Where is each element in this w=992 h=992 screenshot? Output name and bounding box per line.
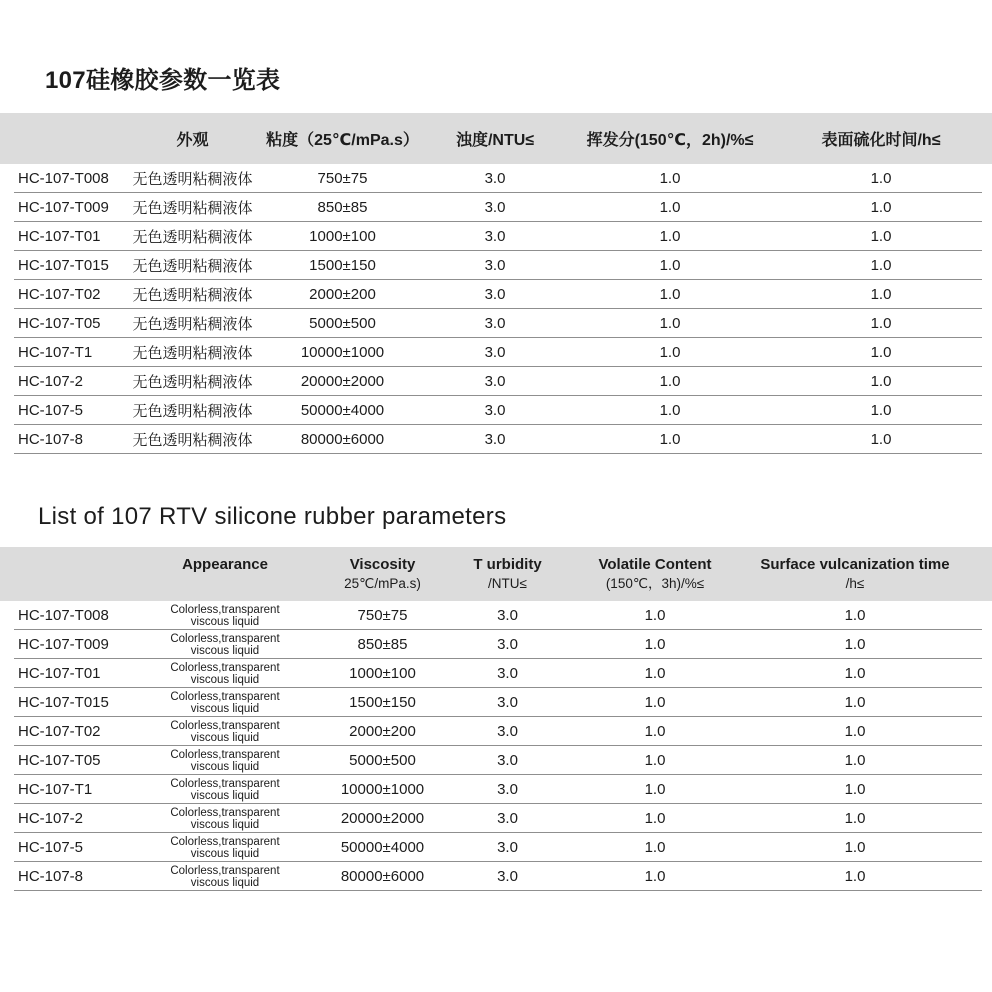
appearance-line-1: Colorless,transparent xyxy=(170,835,280,848)
turbidity-cell: 3.0 xyxy=(484,315,506,332)
surface-time-cell: 1.0 xyxy=(844,636,866,653)
viscosity-cell: 2000±200 xyxy=(309,286,376,303)
volatile-cell: 1.0 xyxy=(659,257,681,274)
table-row xyxy=(0,630,992,659)
surface-time-cell: 1.0 xyxy=(844,868,866,885)
table-row xyxy=(0,193,992,222)
appearance-line-1: Colorless,transparent xyxy=(170,690,280,703)
table-row xyxy=(0,396,992,425)
col-header-volatile-cn: 挥发分(150℃，2h)/%≤ xyxy=(586,132,754,149)
table-row xyxy=(0,804,992,833)
col-header-surface-time-cn: 表面硫化时间/h≤ xyxy=(821,132,941,149)
volatile-cell: 1.0 xyxy=(644,665,666,682)
col-header-viscosity-en xyxy=(300,547,465,601)
appearance-cell: 无色透明粘稠液体 xyxy=(132,258,253,275)
model-cell: HC-107-T1 xyxy=(18,781,93,798)
appearance-cell xyxy=(150,720,300,744)
model-cell: HC-107-T015 xyxy=(18,694,109,711)
page-title-en: List of 107 RTV silicone rubber parameters xyxy=(38,503,507,530)
model-cell: HC-107-T015 xyxy=(18,257,109,274)
appearance-cell xyxy=(150,807,300,831)
turbidity-cell: 3.0 xyxy=(497,665,518,682)
table-row xyxy=(0,164,992,193)
viscosity-cell: 750±75 xyxy=(357,607,408,624)
turbidity-cell: 3.0 xyxy=(497,752,518,769)
appearance-line-2: viscous liquid xyxy=(190,673,260,686)
appearance-cell xyxy=(150,633,300,657)
surface-time-cell: 1.0 xyxy=(844,839,866,856)
model-cell: HC-107-T1 xyxy=(18,344,93,361)
table-row xyxy=(0,601,992,630)
appearance-line-2: viscous liquid xyxy=(190,615,260,628)
col-header-viscosity-sub: 25℃/mPa.s) xyxy=(344,576,421,591)
appearance-line-2: viscous liquid xyxy=(190,847,260,860)
appearance-cell: 无色透明粘稠液体 xyxy=(132,374,253,391)
col-header-appearance-main: Appearance xyxy=(182,556,268,573)
appearance-cell: 无色透明粘稠液体 xyxy=(132,229,253,246)
col-header-volatile-sub: (150℃，3h)/%≤ xyxy=(605,576,705,591)
turbidity-cell: 3.0 xyxy=(484,402,506,419)
appearance-cell xyxy=(150,865,300,889)
turbidity-cell: 3.0 xyxy=(484,170,506,187)
appearance-cell: 无色透明粘稠液体 xyxy=(132,287,253,304)
surface-time-cell: 1.0 xyxy=(870,170,892,187)
volatile-cell: 1.0 xyxy=(659,286,681,303)
appearance-cell: 无色透明粘稠液体 xyxy=(132,171,253,188)
volatile-cell: 1.0 xyxy=(659,402,681,419)
appearance-cell: 无色透明粘稠液体 xyxy=(132,345,253,362)
appearance-line-1: Colorless,transparent xyxy=(170,661,280,674)
model-cell: HC-107-T01 xyxy=(18,665,101,682)
col-header-surface-time-en xyxy=(760,547,950,601)
appearance-line-2: viscous liquid xyxy=(190,789,260,802)
table-row xyxy=(0,746,992,775)
col-header-turbidity-sub: /NTU≤ xyxy=(488,576,527,591)
surface-time-cell: 1.0 xyxy=(870,315,892,332)
surface-time-cell: 1.0 xyxy=(844,665,866,682)
col-header-turbidity-cn: 浊度/NTU≤ xyxy=(455,132,535,149)
table-row xyxy=(0,367,992,396)
model-cell: HC-107-5 xyxy=(18,839,84,856)
model-cell: HC-107-T009 xyxy=(18,199,109,216)
appearance-line-1: Colorless,transparent xyxy=(170,777,280,790)
model-cell: HC-107-T009 xyxy=(18,636,109,653)
col-header-surface-time-main: Surface vulcanization time xyxy=(760,556,950,573)
viscosity-cell: 750±75 xyxy=(317,170,368,187)
table-cn-header-band xyxy=(0,113,992,164)
surface-time-cell: 1.0 xyxy=(870,199,892,216)
table-row xyxy=(0,775,992,804)
turbidity-cell: 3.0 xyxy=(484,373,506,390)
appearance-cell xyxy=(150,662,300,686)
appearance-line-1: Colorless,transparent xyxy=(170,864,280,877)
viscosity-cell: 20000±2000 xyxy=(340,810,425,827)
table-en xyxy=(0,547,992,891)
table-row xyxy=(0,833,992,862)
viscosity-cell: 850±85 xyxy=(357,636,408,653)
table-row xyxy=(0,251,992,280)
volatile-cell: 1.0 xyxy=(644,810,666,827)
surface-time-cell: 1.0 xyxy=(870,431,892,448)
col-header-volatile-en xyxy=(550,547,760,601)
table-row xyxy=(0,688,992,717)
model-cell: HC-107-8 xyxy=(18,431,84,448)
surface-time-cell: 1.0 xyxy=(844,723,866,740)
turbidity-cell: 3.0 xyxy=(484,257,506,274)
volatile-cell: 1.0 xyxy=(659,344,681,361)
model-cell: HC-107-T02 xyxy=(18,723,101,740)
surface-time-cell: 1.0 xyxy=(844,810,866,827)
model-cell: HC-107-8 xyxy=(18,868,84,885)
model-cell: HC-107-5 xyxy=(18,402,84,419)
turbidity-cell: 3.0 xyxy=(497,694,518,711)
volatile-cell: 1.0 xyxy=(659,199,681,216)
col-header-appearance-en xyxy=(150,547,300,601)
appearance-cell xyxy=(150,749,300,773)
surface-time-cell: 1.0 xyxy=(844,752,866,769)
appearance-cell: 无色透明粘稠液体 xyxy=(132,316,253,333)
turbidity-cell: 3.0 xyxy=(497,839,518,856)
volatile-cell: 1.0 xyxy=(644,868,666,885)
turbidity-cell: 3.0 xyxy=(484,431,506,448)
viscosity-cell: 10000±1000 xyxy=(300,344,385,361)
col-header-turbidity-main: T urbidity xyxy=(473,556,542,573)
col-header-volatile-main: Volatile Content xyxy=(598,556,712,573)
surface-time-cell: 1.0 xyxy=(844,607,866,624)
table-row xyxy=(0,309,992,338)
volatile-cell: 1.0 xyxy=(644,752,666,769)
viscosity-cell: 850±85 xyxy=(317,199,368,216)
viscosity-cell: 20000±2000 xyxy=(300,373,385,390)
viscosity-cell: 80000±6000 xyxy=(300,431,385,448)
appearance-line-2: viscous liquid xyxy=(190,818,260,831)
volatile-cell: 1.0 xyxy=(659,228,681,245)
appearance-line-1: Colorless,transparent xyxy=(170,806,280,819)
turbidity-cell: 3.0 xyxy=(497,810,518,827)
turbidity-cell: 3.0 xyxy=(484,199,506,216)
viscosity-cell: 5000±500 xyxy=(309,315,376,332)
appearance-cell xyxy=(150,836,300,860)
model-cell: HC-107-T05 xyxy=(18,315,101,332)
volatile-cell: 1.0 xyxy=(644,694,666,711)
volatile-cell: 1.0 xyxy=(644,781,666,798)
viscosity-cell: 2000±200 xyxy=(349,723,416,740)
viscosity-cell: 1500±150 xyxy=(349,694,416,711)
volatile-cell: 1.0 xyxy=(659,373,681,390)
col-header-model-en xyxy=(0,547,150,601)
volatile-cell: 1.0 xyxy=(659,431,681,448)
surface-time-cell: 1.0 xyxy=(844,781,866,798)
appearance-line-2: viscous liquid xyxy=(190,876,260,889)
volatile-cell: 1.0 xyxy=(659,170,681,187)
turbidity-cell: 3.0 xyxy=(484,344,506,361)
viscosity-cell: 50000±4000 xyxy=(300,402,385,419)
col-header-surface-time-sub: /h≤ xyxy=(845,576,865,591)
turbidity-cell: 3.0 xyxy=(497,607,518,624)
viscosity-cell: 10000±1000 xyxy=(340,781,425,798)
volatile-cell: 1.0 xyxy=(644,839,666,856)
model-cell: HC-107-T01 xyxy=(18,228,101,245)
appearance-cell xyxy=(150,778,300,802)
turbidity-cell: 3.0 xyxy=(497,636,518,653)
volatile-cell: 1.0 xyxy=(644,636,666,653)
table-row xyxy=(0,425,992,454)
table-row xyxy=(0,338,992,367)
volatile-cell: 1.0 xyxy=(659,315,681,332)
surface-time-cell: 1.0 xyxy=(870,344,892,361)
viscosity-cell: 1000±100 xyxy=(309,228,376,245)
surface-time-cell: 1.0 xyxy=(844,694,866,711)
page-title-cn: 107硅橡胶参数一览表 xyxy=(45,67,281,94)
viscosity-cell: 80000±6000 xyxy=(340,868,425,885)
col-header-viscosity-main: Viscosity xyxy=(349,556,416,573)
appearance-line-2: viscous liquid xyxy=(190,760,260,773)
col-header-appearance-cn: 外观 xyxy=(176,132,209,149)
appearance-line-1: Colorless,transparent xyxy=(170,719,280,732)
appearance-line-2: viscous liquid xyxy=(190,731,260,744)
table-cn-body xyxy=(0,164,992,454)
model-cell: HC-107-T008 xyxy=(18,170,109,187)
model-cell: HC-107-2 xyxy=(18,373,84,390)
turbidity-cell: 3.0 xyxy=(484,286,506,303)
appearance-cell: 无色透明粘稠液体 xyxy=(132,200,253,217)
table-en-body xyxy=(0,601,992,891)
model-cell: HC-107-T02 xyxy=(18,286,101,303)
table-row xyxy=(0,659,992,688)
surface-time-cell: 1.0 xyxy=(870,402,892,419)
table-row xyxy=(0,862,992,891)
viscosity-cell: 1000±100 xyxy=(349,665,416,682)
viscosity-cell: 50000±4000 xyxy=(340,839,425,856)
col-header-turbidity-en xyxy=(465,547,550,601)
surface-time-cell: 1.0 xyxy=(870,286,892,303)
turbidity-cell: 3.0 xyxy=(484,228,506,245)
volatile-cell: 1.0 xyxy=(644,607,666,624)
model-cell: HC-107-T008 xyxy=(18,607,109,624)
turbidity-cell: 3.0 xyxy=(497,723,518,740)
appearance-line-2: viscous liquid xyxy=(190,644,260,657)
table-row xyxy=(0,717,992,746)
table-row xyxy=(0,280,992,309)
surface-time-cell: 1.0 xyxy=(870,228,892,245)
viscosity-cell: 5000±500 xyxy=(349,752,416,769)
surface-time-cell: 1.0 xyxy=(870,373,892,390)
volatile-cell: 1.0 xyxy=(644,723,666,740)
appearance-line-1: Colorless,transparent xyxy=(170,748,280,761)
surface-time-cell: 1.0 xyxy=(870,257,892,274)
appearance-cell xyxy=(150,691,300,715)
viscosity-cell: 1500±150 xyxy=(309,257,376,274)
appearance-cell xyxy=(150,604,300,628)
col-header-viscosity-cn: 粘度（25℃/mPa.s） xyxy=(266,132,419,149)
table-en-header-band xyxy=(0,547,992,601)
appearance-cell: 无色透明粘稠液体 xyxy=(132,432,253,449)
table-cn xyxy=(0,113,992,454)
model-cell: HC-107-2 xyxy=(18,810,84,827)
appearance-line-1: Colorless,transparent xyxy=(170,603,280,616)
model-cell: HC-107-T05 xyxy=(18,752,101,769)
turbidity-cell: 3.0 xyxy=(497,781,518,798)
appearance-cell: 无色透明粘稠液体 xyxy=(132,403,253,420)
turbidity-cell: 3.0 xyxy=(497,868,518,885)
table-row xyxy=(0,222,992,251)
appearance-line-2: viscous liquid xyxy=(190,702,260,715)
appearance-line-1: Colorless,transparent xyxy=(170,632,280,645)
